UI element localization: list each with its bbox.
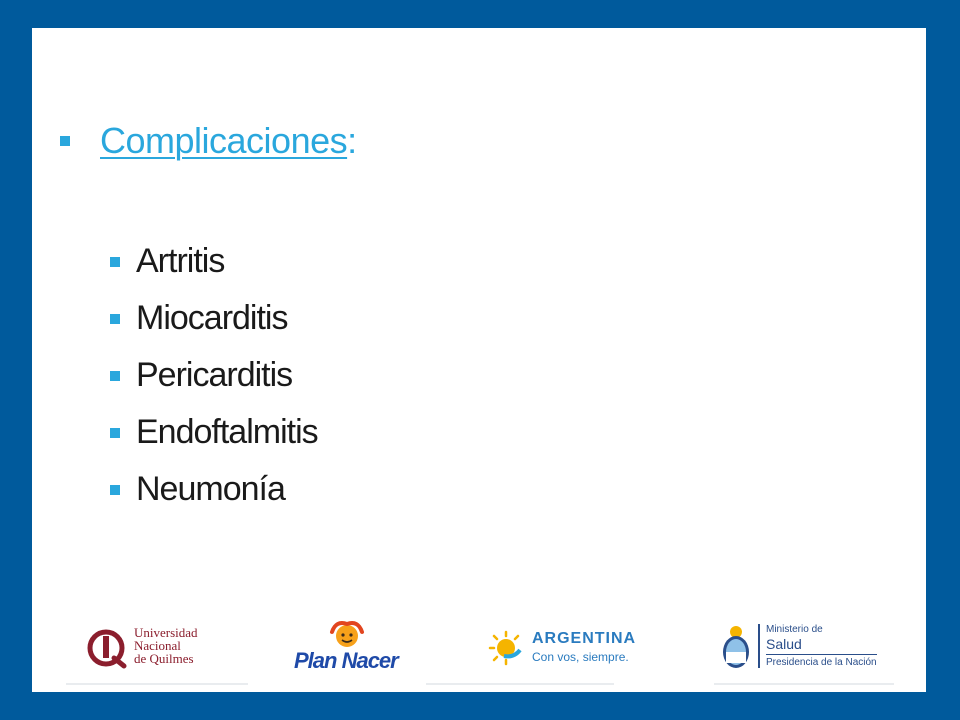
list-item — [110, 461, 318, 518]
bullet-square-icon — [110, 428, 120, 438]
unq-emblem-icon — [86, 626, 130, 670]
heading-text: Complicaciones — [100, 120, 348, 161]
logo-divider — [758, 624, 760, 668]
ministerio-line3: Presidencia de la Nación — [766, 654, 877, 668]
slide-heading — [60, 120, 357, 162]
plan-nacer-text: Plan Nacer — [294, 648, 398, 673]
unq-line2: Nacional — [134, 638, 181, 653]
bullet-square-icon — [110, 371, 120, 381]
complications-list — [110, 233, 318, 518]
list-item-text: Endoftalmitis — [136, 413, 318, 451]
list-item-text: Artritis — [136, 242, 225, 280]
list-item — [110, 233, 318, 290]
footer-separator — [66, 683, 248, 685]
list-item-text: Miocarditis — [136, 299, 288, 337]
bullet-square-icon — [60, 136, 70, 146]
sun-face-icon — [322, 618, 372, 652]
unq-logo — [86, 624, 256, 674]
bullet-square-icon — [110, 485, 120, 495]
list-item-text: Neumonía — [136, 470, 285, 508]
bullet-square-icon — [110, 257, 120, 267]
slide-panel — [32, 28, 926, 692]
bullet-square-icon — [110, 314, 120, 324]
argentina-title: ARGENTINA — [532, 630, 637, 647]
ministerio-line2: Salud — [766, 636, 802, 652]
list-item-text: Pericarditis — [136, 356, 293, 394]
coat-of-arms-icon — [720, 624, 752, 670]
list-item — [110, 347, 318, 404]
unq-line3: de Quilmes — [134, 651, 194, 666]
ministerio-salud-logo — [720, 622, 900, 674]
argentina-tagline: Con vos, siempre. — [532, 650, 629, 664]
list-item — [110, 404, 318, 461]
plan-nacer-logo — [294, 618, 404, 678]
footer-separator — [426, 683, 614, 685]
unq-line1: Universidad — [134, 625, 198, 640]
ministerio-line1: Ministerio de — [766, 624, 823, 635]
argentina-logo — [484, 626, 654, 670]
footer-separator — [714, 683, 894, 685]
sun-rays-icon — [484, 628, 524, 668]
list-item — [110, 290, 318, 347]
heading-colon: : — [347, 120, 357, 161]
